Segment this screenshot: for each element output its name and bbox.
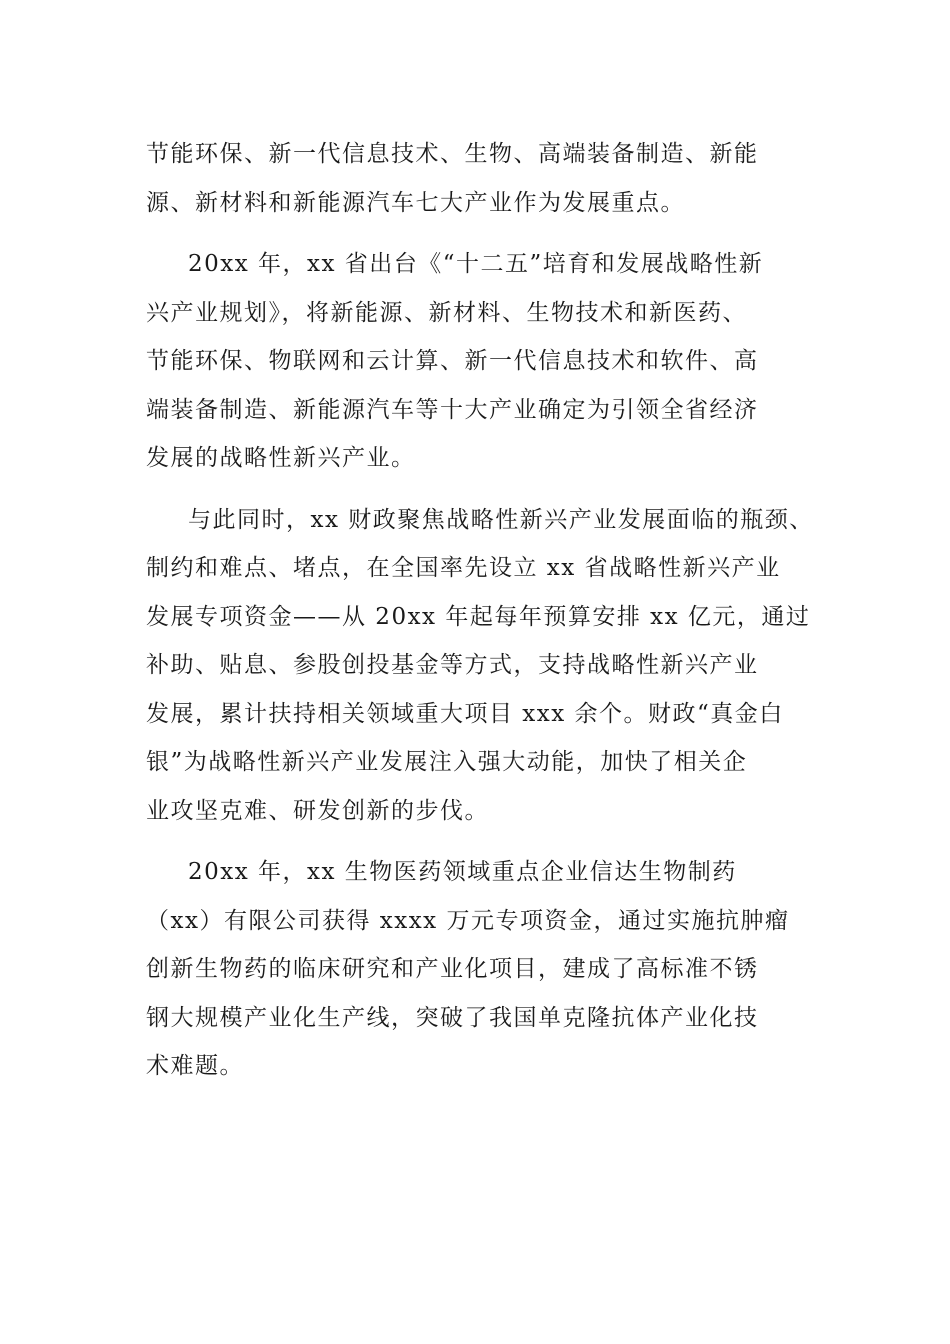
text-line: 20xx 年，xx 生物医药领域重点企业信达生物制药 (188, 859, 737, 885)
text-line: 钢大规模产业化生产线，突破了我国单克隆抗体产业化技 (146, 1004, 759, 1031)
paragraph-4 (146, 848, 826, 1091)
text-line: 端装备制造、新能源汽车等十大产业确定为引领全省经济 (146, 396, 759, 423)
text-line: 节能环保、物联网和云计算、新一代信息技术和软件、高 (146, 348, 759, 374)
paragraph-1 (146, 130, 826, 227)
text-line: 发展专项资金——从 20xx 年起每年预算安排 xx 亿元，通过 (146, 603, 811, 630)
text-line: 发展的战略性新兴产业。 (146, 445, 416, 471)
text-line: 术难题。 (146, 1053, 244, 1079)
document-body (146, 130, 826, 1104)
text-line: 源、新材料和新能源汽车七大产业作为发展重点。 (146, 189, 685, 216)
text-line: 发展，累计扶持相关领域重大项目 xxx 余个。财政“真金白 (146, 700, 784, 727)
text-line: 20xx 年，xx 省出台《“十二五”培育和发展战略性新 (188, 251, 764, 277)
text-line: 与此同时，xx 财政聚焦战略性新兴产业发展面临的瓶颈、 (188, 506, 814, 533)
text-line: 兴产业规划》，将新能源、新材料、生物技术和新医药、 (146, 299, 747, 326)
text-line: （xx）有限公司获得 xxxx 万元专项资金，通过实施抗肿瘤 (146, 907, 790, 934)
text-line: 业攻坚克难、研发创新的步伐。 (146, 797, 489, 824)
text-line: 制约和难点、堵点，在全国率先设立 xx 省战略性新兴产业 (146, 555, 781, 581)
text-line: 银”为战略性新兴产业发展注入强大动能，加快了相关企 (146, 749, 748, 775)
paragraph-3 (146, 496, 826, 836)
text-line: 创新生物药的临床研究和产业化项目，建成了高标准不锈 (146, 956, 759, 982)
text-line: 补助、贴息、参股创投基金等方式，支持战略性新兴产业 (146, 652, 759, 678)
text-line: 节能环保、新一代信息技术、生物、高端装备制造、新能 (146, 141, 759, 167)
paragraph-2 (146, 240, 826, 483)
